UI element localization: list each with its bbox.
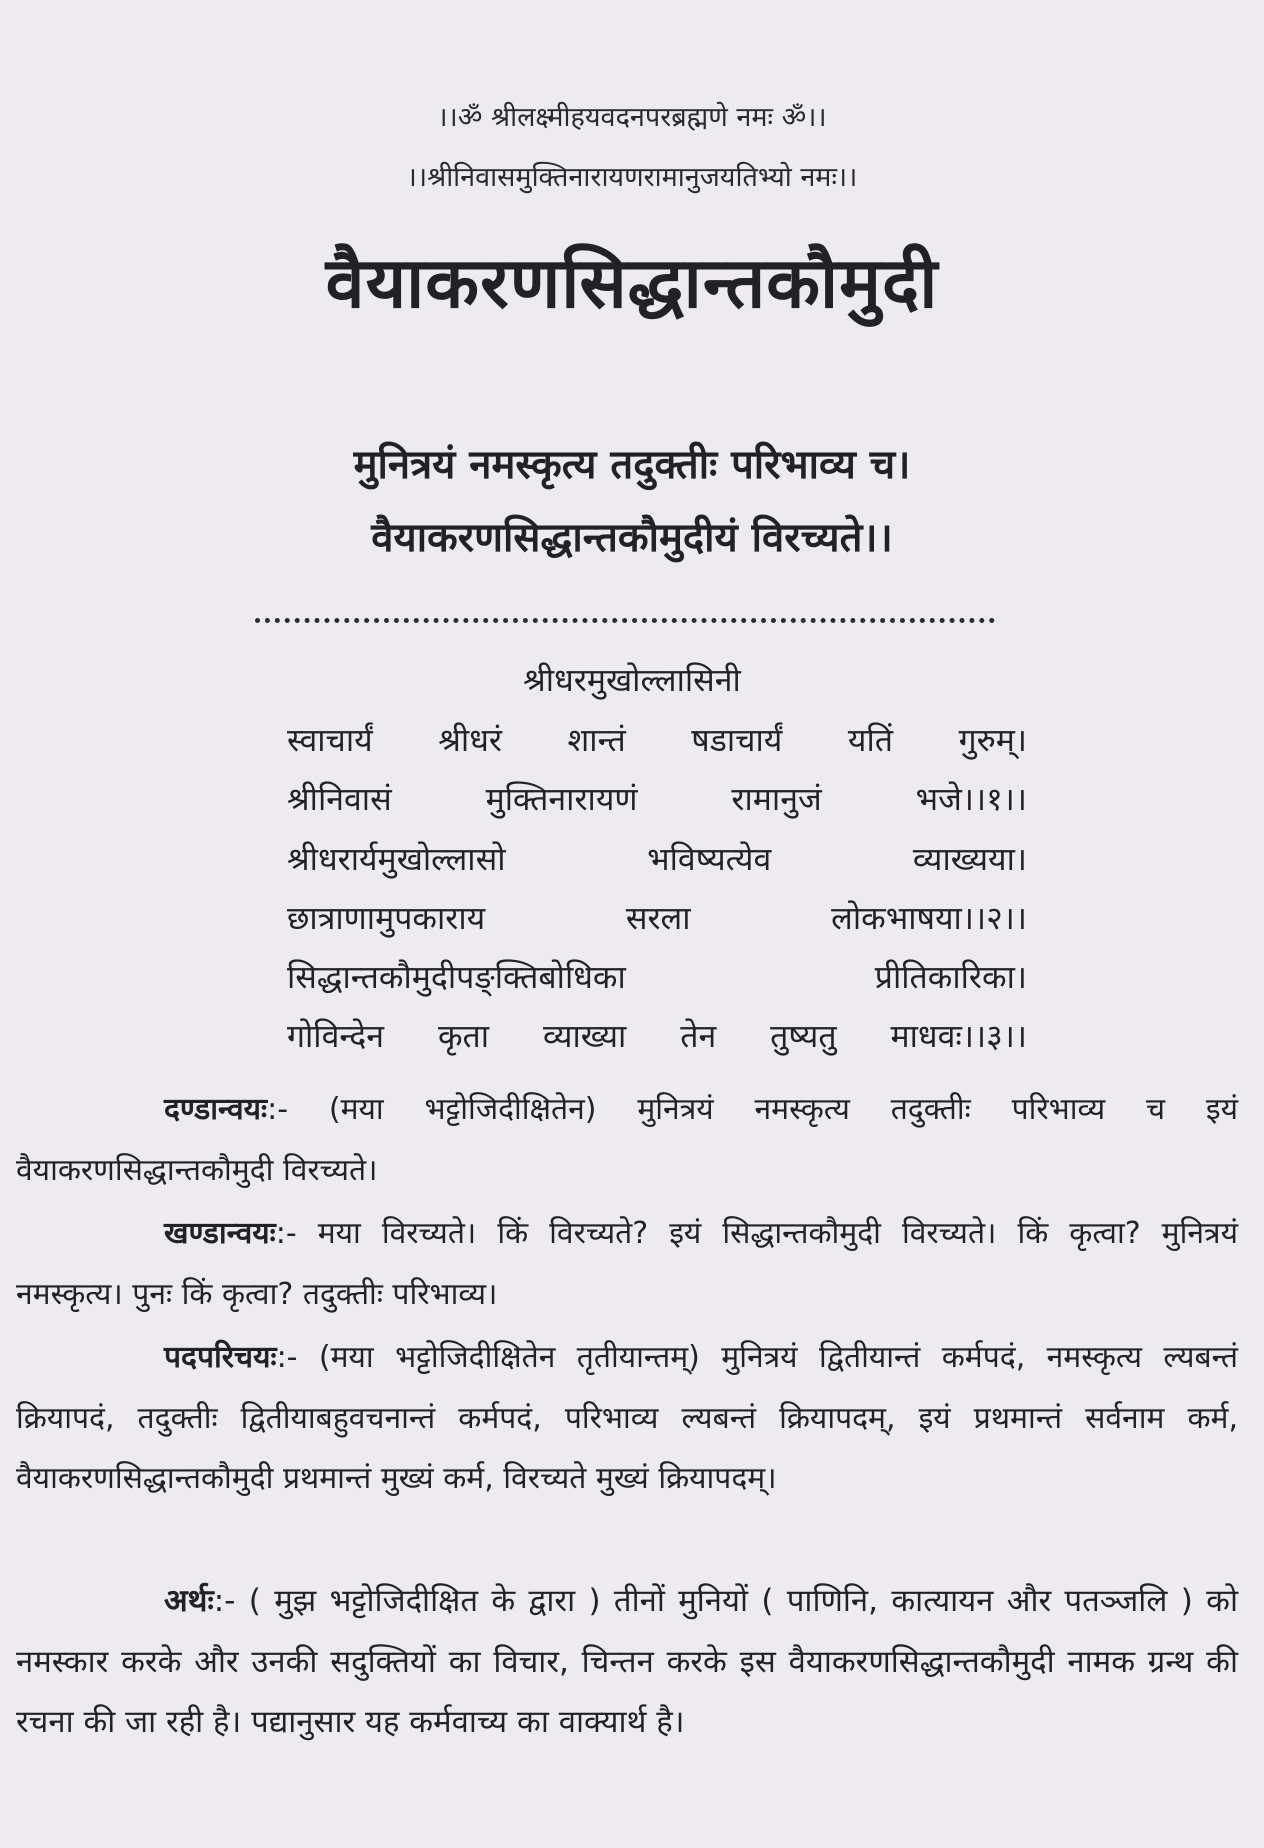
invocation-line-2: ।।श्रीनिवासमुक्तिनारायणरामानुजयतिभ्यो नमः।। (406, 162, 858, 193)
padaparichaya-label: पदपरिचयः (164, 1340, 277, 1375)
commentary-verse-line: गोविन्देन कृता व्याख्या तेन तुष्यतु माधवः।।३।। (287, 1017, 1027, 1055)
artha-label: अर्थः (164, 1583, 214, 1619)
opening-verse-line-2: वैयाकरणसिद्धान्तकौमुदीयं विरच्यते।। (371, 515, 893, 561)
khandanvaya-text: :- मया विरच्यते। किं विरच्यते? इयं सिद्धान्तकौमुदी विरच्यते। किं कृत्वा? मुनित्रयं नमस्कृत्य। पुनः किं कृत्वा? तदुक्तीः परिभाव्य। (16, 1216, 1238, 1312)
commentary-verse-line: सिद्धान्तकौमुदीपङ्क्तिबोधिका प्रीतिकारिका। (287, 958, 1027, 996)
artha-text: :- ( मुझ भट्टोजिदीक्षित के द्वारा ) तीनों मुनियों ( पाणिनि, कात्यायन और पतञ्जलि ) को नमस्कार करके और उनकी सदुक्तियों का विचार, चिन्तन करके इस वैयाकरणसिद्धान्तकौमुदी नामक ग्रन्थ की रचना की जा रही है। पद्यानुसार यह कर्मवाच्य का वाक्यार्थ है। (16, 1583, 1238, 1740)
padaparichaya-text: :- (मया भट्टोजिदीक्षितेन तृतीयान्तम्) मुनित्रयं द्वितीयान्तं कर्मपदं, नमस्कृत्य ल्यबन्तं क्रियापदं, तदुक्तीः द्वितीयाबहुवचनान्तं कर्मपदं, परिभाव्य ल्यबन्तं क्रियापदम्, इयं प्रथमान्तं सर्वनाम कर्म, वैयाकरणसिद्धान्तकौमुदी प्रथमान्तं मुख्यं कर्म, विरच्यते मुख्यं क्रियापदम्। (16, 1340, 1238, 1496)
page-title: वैयाकरणसिद्धान्तकौमुदी (325, 242, 939, 324)
invocation-line-1: ।।ॐ श्रीलक्ष्मीहयवदनपरब्रह्मणे नमः ॐ।। (437, 102, 827, 133)
dandanvaya-paragraph (16, 1080, 1238, 1201)
commentary-verse-line: श्रीधरार्यमुखोल्लासो भविष्यत्येव व्याख्यया। (287, 840, 1027, 878)
commentary-verse-line: छात्राणामुपकाराय सरला लोकभाषया।।२।। (287, 899, 1027, 937)
dandanvaya-label: दण्डान्वयः (164, 1092, 268, 1127)
opening-verse-line-1: मुनित्रयं नमस्कृत्य तदुक्तीः परिभाव्य च। (353, 442, 911, 488)
commentary-verse-line: स्वाचार्यं श्रीधरं शान्तं षडाचार्यं यतिं गुरुम्। (287, 721, 1027, 759)
padaparichaya-paragraph (16, 1328, 1238, 1510)
khandanvaya-label: खण्डान्वयः (164, 1216, 276, 1251)
dotted-divider (255, 618, 995, 623)
commentary-title: श्रीधरमुखोल्लासिनी (523, 661, 741, 699)
khandanvaya-paragraph (16, 1204, 1238, 1325)
artha-paragraph (16, 1571, 1238, 1753)
dandanvaya-text: :- (मया भट्टोजिदीक्षितेन) मुनित्रयं नमस्कृत्य तदुक्तीः परिभाव्य च इयं वैयाकरणसिद्धान्तकौमुदी विरच्यते। (16, 1092, 1238, 1188)
commentary-verse-line: श्रीनिवासं मुक्तिनारायणं रामानुजं भजे।।१।। (287, 780, 1027, 818)
